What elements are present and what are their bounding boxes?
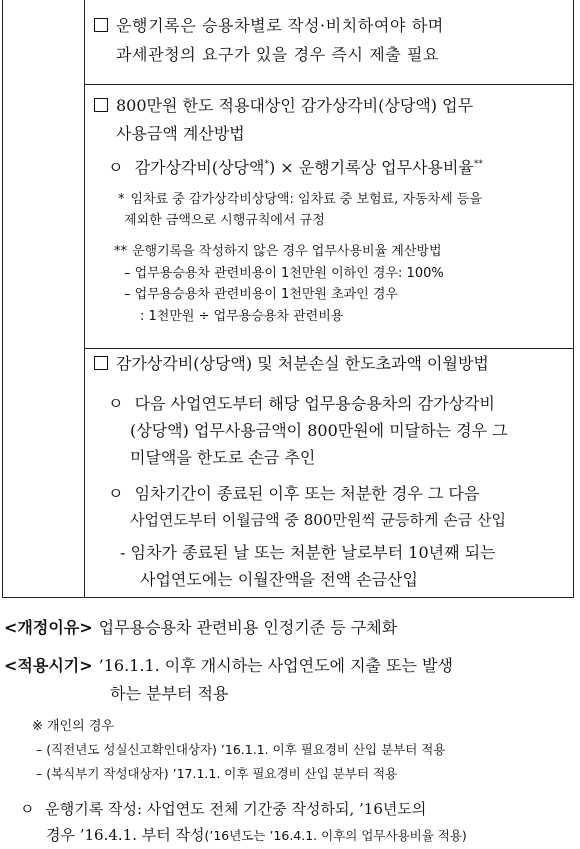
log-line1: ㅇ 운행기록 작성: 사업연도 전체 기간중 작성하되, ’16년도의 (20, 800, 427, 818)
row3-bullet2-line1: ㅇ 임차기간이 종료된 이후 또는 처분한 경우 그 다음 (108, 484, 480, 503)
checkbox-square-icon (94, 98, 108, 112)
reason-line: <개정이유> 업무용승용차 관련비용 인정기준 등 구체화 (4, 618, 398, 637)
checkbox-square-icon (94, 18, 108, 32)
bullet-icon: ㅇ (108, 394, 124, 413)
personal-item2: – (복식부기 작성대상자) ’17.1.1. 이후 필요경비 산입 분부터 적용 (36, 766, 398, 781)
bullet-icon: ㅇ (20, 800, 35, 818)
bullet-icon: ㅇ (108, 158, 124, 177)
row3-bullet1-line2: (상당액) 업무사용금액이 800만원에 미달하는 경우 그 (130, 421, 508, 440)
log-line2: 경우 ’16.4.1. 부터 작성(’16년도는 ’16.4.1. 이후의 업무사용비율 적용) (46, 826, 467, 844)
row3-bullet1-line1: ㅇ 다음 사업연도부터 해당 업무용승용차의 감가상각비 (108, 394, 495, 413)
bullet-icon: ㅇ (108, 484, 124, 503)
table-left-column (3, 0, 85, 597)
row3-dash-line1: - 임차가 종료된 날 또는 처분한 날로부터 10년째 되는 (120, 543, 496, 562)
note1-line1: * 임차료 중 감가상각비상당액: 임차료 중 보험료, 자동차세 등을 (118, 192, 482, 207)
note2-item2: – 업무용승용차 관련비용이 1천만원 초과인 경우 (124, 287, 399, 302)
note2-item3: : 1천만원 ÷ 업무용승용차 관련비용 (140, 309, 344, 324)
personal-item1: – (직전년도 성실신고확인대상자) ’16.1.1. 이후 필요경비 산입 분부터 적용 (36, 742, 446, 757)
row3-bullet1-line3: 미달액을 한도로 손금 추인 (130, 448, 316, 467)
period-line2: 하는 분부터 적용 (110, 684, 229, 703)
period-label: <적용시기> (4, 656, 93, 675)
reason-label: <개정이유> (4, 618, 93, 637)
period-line1: <적용시기> ’16.1.1. 이후 개시하는 사업연도에 지출 또는 발생 (4, 656, 453, 675)
checkbox-square-icon (94, 356, 108, 370)
note2-title: ** 운행기록을 작성하지 않은 경우 업무사용비율 계산방법 (114, 244, 442, 259)
row-divider (85, 348, 573, 349)
row2-line1: 800만원 한도 적용대상인 감가상각비(상당액) 업무 (94, 96, 473, 115)
row1-line1: 운행기록은 승용차별로 작성·비치하여야 하며 (94, 16, 444, 35)
formula-line: ㅇ 감가상각비(상당액*) × 운행기록상 업무사용비율** (108, 158, 483, 177)
row2-line2: 사용금액 계산방법 (116, 124, 245, 143)
row1-line2: 과세관청의 요구가 있을 경우 즉시 제출 필요 (116, 45, 440, 64)
row3-dash-line2: 사업연도에는 이월잔액을 전액 손금산입 (140, 570, 419, 589)
row-divider (85, 84, 573, 85)
row3-bullet2-line2: 사업연도부터 이월금액 중 800만원씩 균등하게 손금 산입 (130, 511, 507, 529)
personal-title: ※ 개인의 경우 (32, 719, 114, 734)
note2-item1: – 업무용승용차 관련비용이 1천만원 이하인 경우: 100% (124, 266, 444, 281)
note1-line2: 제외한 금액으로 시행규칙에서 규정 (124, 213, 325, 228)
row3-line1: 감가상각비(상당액) 및 처분손실 한도초과액 이월방법 (94, 354, 489, 373)
